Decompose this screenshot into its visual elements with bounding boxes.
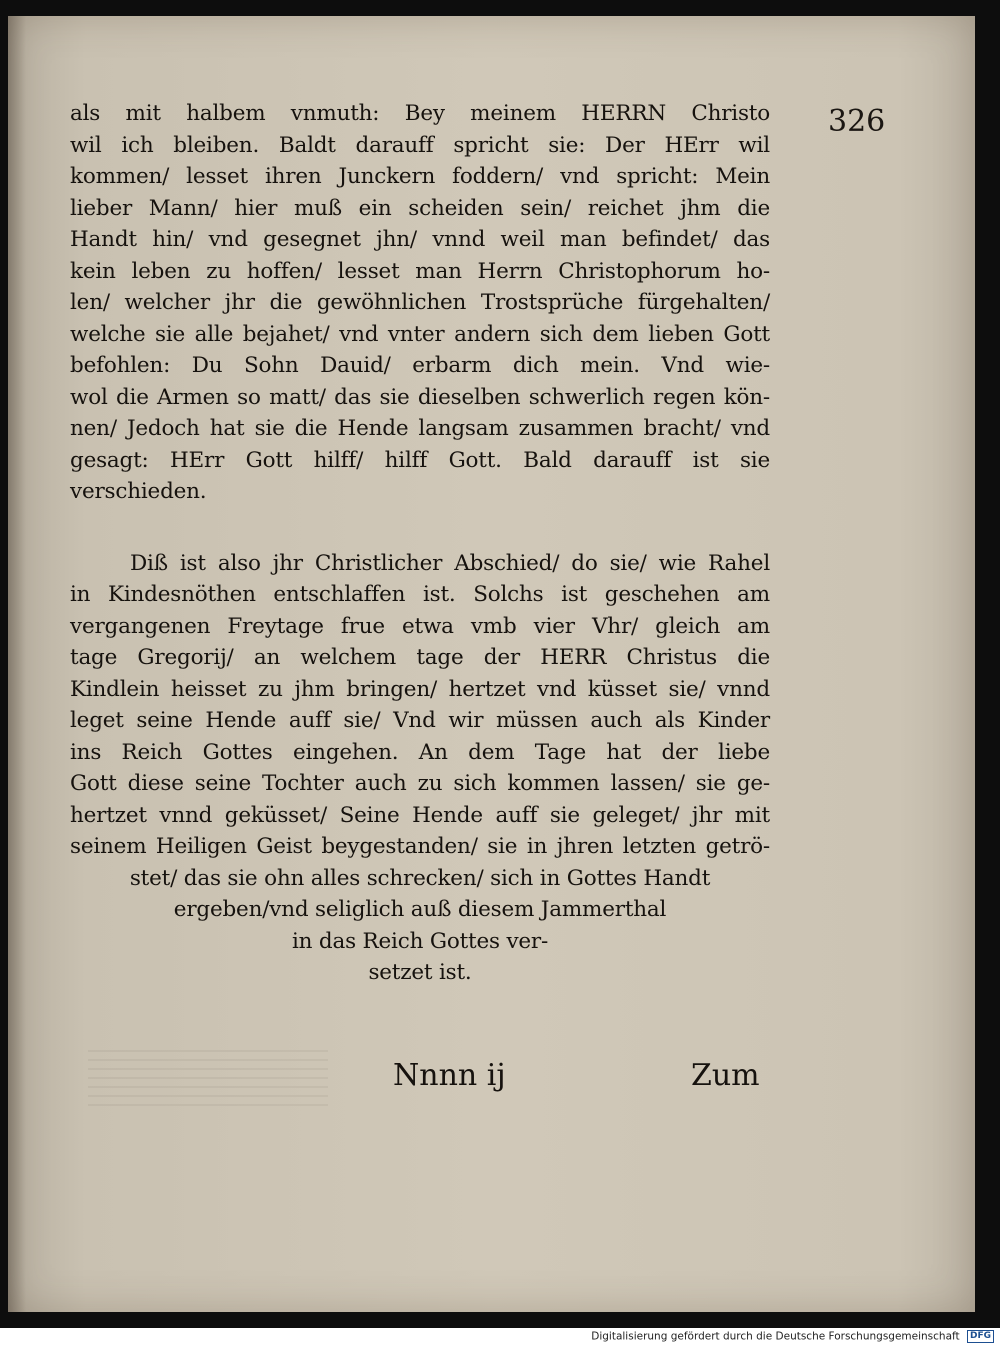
book-page [8, 16, 975, 1312]
text-line: wol die Armen so matt/ das sie dieselben schwerlich regen kön- [70, 384, 770, 410]
text-line: lieber Mann/ hier muß ein scheiden sein/ reichet jhm die [70, 195, 770, 221]
text-line: len/ welcher jhr die gewöhnlichen Trostsprüche fürgehalten/ [70, 290, 770, 315]
text-line: kommen/ lesset ihren Junckern foddern/ vnd spricht: Mein [70, 164, 770, 189]
text-line: Handt hin/ vnd gesegnet jhn/ vnnd weil man befindet/ das [70, 227, 770, 252]
ink-bleed-through [88, 1046, 328, 1106]
credit-text: Digitalisierung gefördert durch die Deutsche Forschungsgemeinschaft [591, 1330, 960, 1343]
text-line: Diß ist also jhr Christlicher Abschied/ do sie/ wie Rahel [130, 550, 770, 576]
text-line: seinem Heiligen Geist beygestanden/ sie in jhren letzten getrö- [70, 834, 770, 859]
text-line: Gott diese seine Tochter auch zu sich kommen lassen/ sie ge- [70, 771, 770, 796]
closing-line: in das Reich Gottes ver- [291, 928, 549, 954]
text-line: ins Reich Gottes eingehen. An dem Tage hat der liebe [70, 739, 770, 765]
text-line: leget seine Hende auff sie/ Vnd wir müssen auch als Kinder [70, 708, 770, 733]
text-line: Kindlein heisset zu jhm bringen/ hertzet vnd küsset sie/ vnnd [70, 676, 770, 702]
closing-line: stet/ das sie ohn alles schrecken/ sich in Gottes Handt [129, 865, 711, 891]
text-line: nen/ Jedoch hat sie die Hende langsam zusammen bracht/ vnd [70, 416, 770, 441]
page-number: 326 [828, 104, 886, 139]
paragraph-1 [70, 98, 770, 508]
text-line: verschieden. [70, 479, 207, 504]
text-line: gesagt: HErr Gott hilff/ hilff Gott. Bald darauff ist sie [70, 447, 770, 473]
catchword: Zum [691, 1058, 760, 1093]
closing-line: setzet ist. [368, 960, 472, 985]
text-line: vergangenen Freytage frue etwa vmb vier Vhr/ gleich am [70, 613, 770, 639]
closing-line: ergeben/vnd seliglich auß diesem Jammerthal [173, 897, 667, 922]
text-line: tage Gregorij/ an welchem tage der HERR Christus die [70, 645, 770, 670]
digitization-credit [591, 1330, 994, 1343]
text-line: befohlen: Du Sohn Dauid/ erbarm dich mein. Vnd wie- [70, 353, 770, 378]
body-text [70, 98, 770, 989]
text-line: kein leben zu hoffen/ lesset man Herrn Christophorum ho- [70, 258, 770, 284]
text-line: wil ich bleiben. Baldt darauff spricht sie: Der HErr wil [70, 132, 770, 158]
text-line: welche sie alle bejahet/ vnd vnter andern sich dem lieben Gott [70, 321, 770, 347]
dfg-logo: DFG [967, 1330, 994, 1343]
text-line: als mit halbem vnmuth: Bey meinem HERRN Christo [70, 101, 770, 126]
text-line: in Kindesnöthen entschlaffen ist. Solchs ist geschehen am [70, 582, 770, 607]
signature-mark: Nnnn ij [393, 1058, 506, 1093]
paragraph-2 [70, 548, 770, 989]
text-line: hertzet vnnd geküsset/ Seine Hende auff sie geleget/ jhr mit [70, 802, 770, 828]
paragraph-gap [70, 508, 770, 548]
